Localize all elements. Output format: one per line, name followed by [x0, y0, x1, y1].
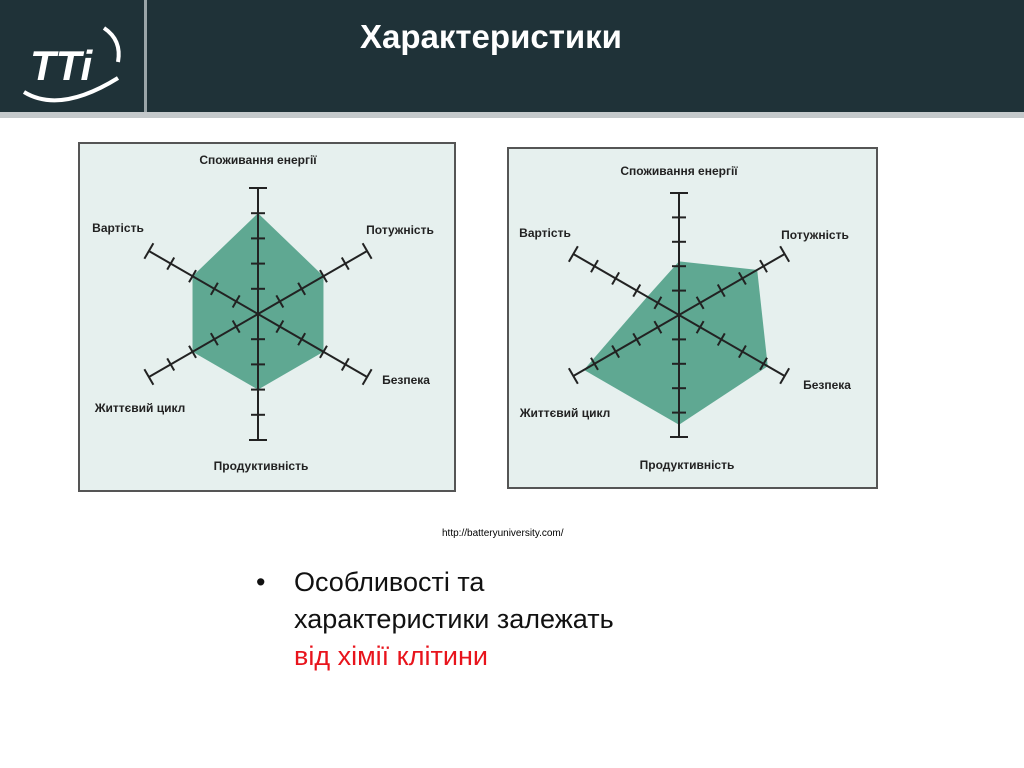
header-bar: [0, 0, 1024, 112]
radar-axis-label: Вартість: [92, 221, 144, 235]
radar-chart-2-svg: [507, 147, 878, 489]
bullet-text: [294, 564, 734, 675]
radar-chart-1-svg: [78, 142, 456, 492]
bullet-line-1: Особливості та: [294, 567, 485, 597]
radar-chart-1: [78, 142, 456, 492]
slide-title: Характеристики: [360, 18, 622, 55]
radar-axis-label: Безпека: [382, 373, 430, 387]
radar-axis-label: Життєвий цикл: [94, 401, 186, 415]
source-url: http://batteryuniversity.com/: [442, 528, 564, 539]
radar-axis-label: Життєвий цикл: [519, 406, 611, 420]
radar-axis-label: Потужність: [781, 228, 849, 242]
radar-axis-label: Споживання енергії: [620, 164, 738, 178]
radar-axis-label: Продуктивність: [213, 459, 309, 473]
radar-axis-label: Безпека: [803, 378, 851, 392]
bullet-line-2: характеристики залежать: [294, 604, 614, 634]
tti-logo: [20, 18, 130, 106]
bullet-highlight: від хімії клітини: [294, 641, 488, 671]
logo-text: TTi: [30, 42, 93, 89]
radar-chart-2: [507, 147, 878, 489]
header-divider: [144, 0, 147, 112]
bullet-marker: •: [256, 567, 266, 597]
radar-axis-label: Вартість: [519, 226, 571, 240]
radar-axis-label: Потужність: [366, 223, 434, 237]
radar-axis-label: Продуктивність: [639, 458, 735, 472]
header-stripe: [0, 112, 1024, 118]
radar-axis-label: Споживання енергії: [199, 153, 317, 167]
